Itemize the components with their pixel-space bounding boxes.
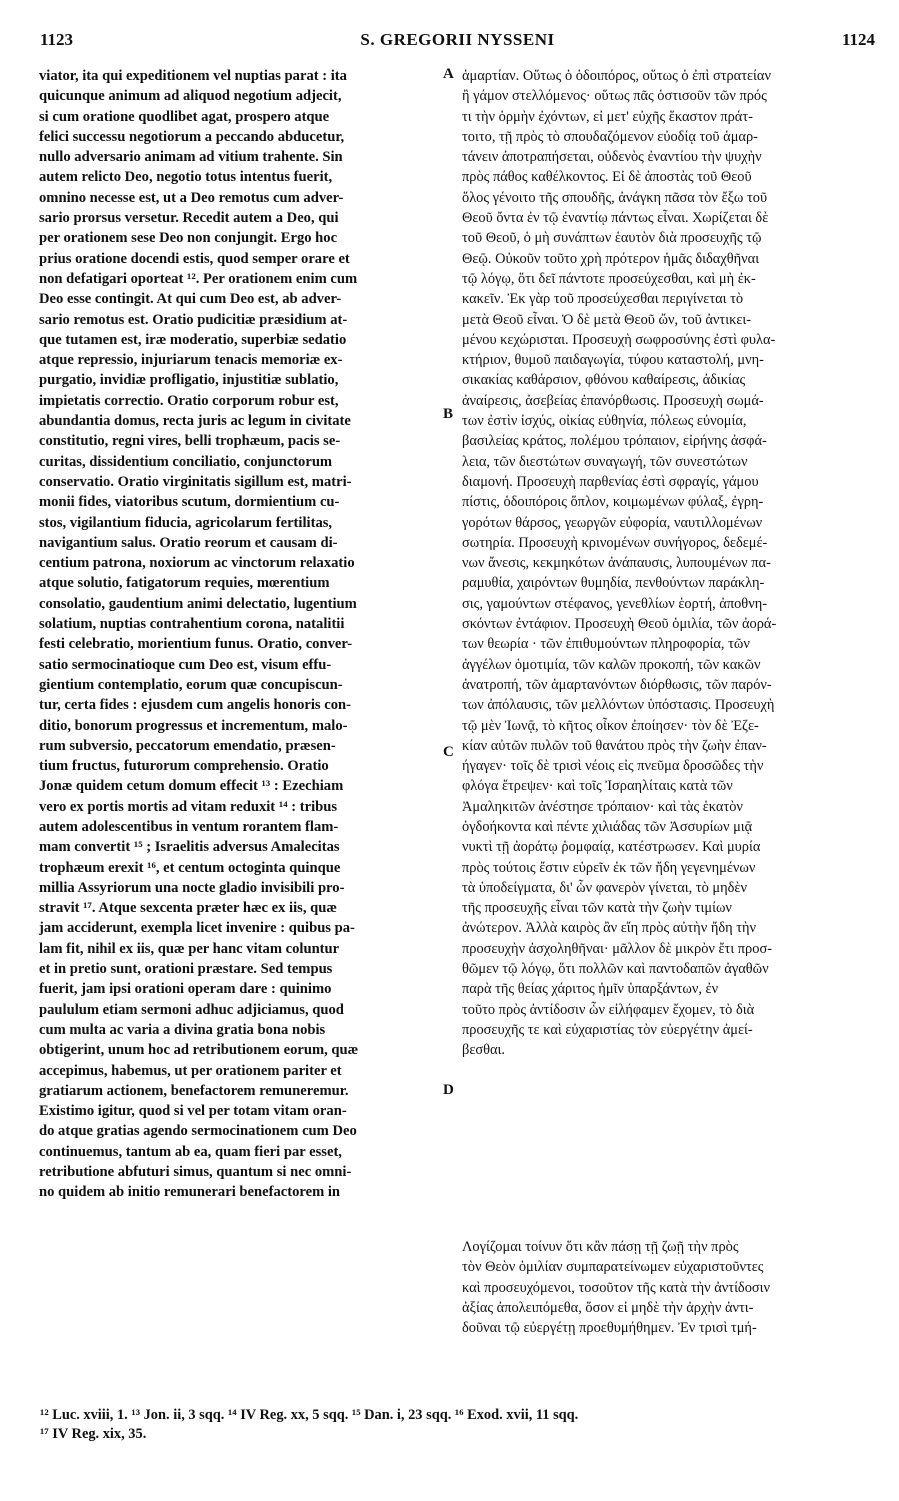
latin-text-line: impietatis correctio. Oratio corporum robur est, <box>39 392 339 409</box>
greek-text-line: ἀνατροπή, τῶν ἁμαρτανόντων διόρθωσις, τῶν παρόν- <box>462 676 772 693</box>
latin-text-line: vero ex portis mortis ad vitam reduxit ¹⁴ : tribus <box>39 798 338 815</box>
latin-text-line: retributione abfuturi simus, quantum si nec omni- <box>39 1164 352 1181</box>
greek-text-line: τοῦτο πρὸς ἀντίδοσιν ὧν εἰλήφαμεν ἔχομεν, τὸ διὰ <box>462 1001 755 1018</box>
latin-text-line: tur, certa fides : ejusdem cum angelis honoris con- <box>39 697 351 714</box>
section-marker-d: D <box>443 1082 454 1098</box>
latin-text-line: sario prorsus versetur. Recedit autem a Deo, qui <box>39 210 339 227</box>
footnotes <box>40 1406 890 1444</box>
greek-text-line: τὸν Θεὸν ὁμιλίαν συμπαρατείνωμεν εὐχαριστοῦντες <box>462 1259 764 1276</box>
greek-text-line: νων ἄνεσις, κεκμηκότων ἀνάπαυσις, λυπουμένων πα- <box>462 555 771 572</box>
latin-text-line: autem adolescentibus in ventum rorantem flam- <box>39 818 339 835</box>
greek-text-line: ἀνώτερον. Ἀλλὰ καιρὸς ἂν εἴη πρὸς αὐτὴν ἤδη τὴν <box>462 920 757 937</box>
greek-column-continuation <box>462 1237 884 1338</box>
latin-text-line: mam convertit ¹⁵ ; Israelitis adversus Amalecitas <box>39 839 340 856</box>
latin-text-line: rum subversio, peccatorum emendatio, præsen- <box>39 737 336 754</box>
greek-text-line: ὅλος γένοιτο τῆς σπουδῆς, ἀνάγκη πᾶσα τὸν ἔξω τοῦ <box>462 189 768 206</box>
latin-text-line: tium fructus, futurorum comprehensio. Oratio <box>39 758 329 775</box>
greek-text-line: ἀξίας ἀπολειπόμεθα, ὅσον εἰ μηδὲ τὴν ἀρχὴν ἀντι- <box>462 1299 754 1316</box>
greek-text-line: βασιλείας κράτος, πολέμου τρόπαιον, εἰρήνης ἀσφά- <box>462 433 767 450</box>
greek-text-line: ήγαγεν· τοῖς δὲ τρισὶ νέοις εἰς πνεῦμα δροσῶδες τὴν <box>462 758 764 775</box>
greek-text-line: σκόντων ἐντάφιον. Προσευχὴ Θεοῦ ὁμιλία, τῶν ἀορά- <box>462 616 777 633</box>
greek-text-line: τῷ λόγῳ, ὅτι δεῖ πάντοτε προσεύχεσθαι, καὶ μὴ ἐκ- <box>462 270 756 287</box>
latin-text-line: millia Assyriorum una nocte gladio invisibili pro- <box>39 879 345 896</box>
latin-text-line: no quidem ab initio remunerari benefactorem in <box>39 1184 341 1201</box>
greek-text-line: μετὰ Θεοῦ εἶναι. Ὁ δὲ μετὰ Θεοῦ ὤν, τοῦ ἀντικει- <box>462 311 752 328</box>
latin-text-line: do atque gratias agendo sermocinationem cum Deo <box>39 1123 357 1140</box>
running-title: S. GREGORII NYSSENI <box>360 30 555 49</box>
latin-text-line: conservatio. Oratio virginitatis sigillum est, matri- <box>39 473 352 490</box>
greek-text-line: θῶμεν τῷ λόγῳ, ὅτι πολλῶν καὶ παντοδαπῶν ἀγαθῶν <box>462 961 769 978</box>
greek-text-line: κτήριον, θυμοῦ παιδαγωγία, τύφου καταστολή, μνη- <box>462 352 764 369</box>
latin-column <box>39 66 439 1203</box>
section-marker-a: A <box>443 66 454 82</box>
greek-text-line: Θεῷ. Οὐκοῦν τοῦτο χρὴ πρότερον ἡμᾶς διδαχθῆναι <box>462 250 760 267</box>
latin-text-line: sario remotus est. Oratio pudicitiæ præsidium at- <box>39 311 348 328</box>
greek-text-line: των θεωρία · τῶν ἐπιθυμούντων πληροφορία, τῶν <box>462 636 750 653</box>
greek-text-line: ραμυθία, χαιρόντων θυμηδία, πενθούντων παράκλη- <box>462 575 765 592</box>
latin-text-line: fuerit, jam ipsi orationi operam dare : quinimo <box>39 981 332 998</box>
greek-text-line: μένου κεχώρισται. Προσευχὴ σωφροσύνης ἐστὶ φυλα- <box>462 331 776 348</box>
greek-text-line: σις, γαμούντων στέφανος, γενεθλίων ἑορτή, ἀποθνη- <box>462 595 768 612</box>
latin-text-line: gientium contemplatio, eorum quæ concupiscun- <box>39 676 343 693</box>
latin-text-line: abundantia domus, recta juris ac legum in civitate <box>39 413 351 430</box>
greek-text-line: τῷ μὲν Ἰωνᾷ, τὸ κῆτος οἶκον ἐποίησεν· τὸν δὲ Ἐζε- <box>462 717 759 734</box>
greek-text-line: βεσθαι. <box>462 1042 506 1059</box>
greek-text-line: πίστις, ὁδοιπόροις ὅπλον, κοιμωμένων φύλαξ, ἐγρη- <box>462 494 764 511</box>
section-marker-b: B <box>443 406 454 422</box>
latin-text-line: non defatigari oporteat ¹². Per orationem enim cum <box>39 270 358 287</box>
latin-text-line: prius oratione docendi estis, quod semper orare et <box>39 250 350 267</box>
latin-text-line: purgatio, invidiæ profligatio, injustitiæ sublatio, <box>39 372 339 389</box>
greek-text-line: καὶ προσευχόμενοι, τοσοῦτον τῆς κατὰ τὴν ἀντίδοσιν <box>462 1279 771 1296</box>
greek-text-line: τοῦ Θεοῦ, ὁ μὴ συνάπτων ἑαυτὸν διὰ προσευχῆς τῷ <box>462 230 762 247</box>
latin-text-line: monii fides, viatoribus scutum, dormientium cu- <box>39 494 340 511</box>
greek-text-line: ὀγδοήκοντα καὶ πέντε χιλιάδας τῶν Ἀσσυρίων μιᾷ <box>462 818 753 835</box>
section-marker-c: C <box>443 744 454 760</box>
greek-text-line: τοιτο, τῇ πρὸς τὸ σπουδαζόμενον εὐοδίᾳ τοῦ ἁμαρ- <box>462 128 758 145</box>
latin-text-line: que tutamen est, iræ moderatio, superbiæ sedatio <box>39 331 347 348</box>
latin-text-line: stos, vigilantium fiducia, agricolarum fertilitas, <box>39 514 333 531</box>
greek-text-line: των ἀπόλαυσις, τῶν μελλόντων ὑπόστασις. Προσευχὴ <box>462 697 775 714</box>
latin-text-line: Existimo igitur, quod si vel per totam vitam oran- <box>39 1103 347 1120</box>
page-header <box>40 30 875 56</box>
latin-text-line: jam acciderunt, exempla licet invenire : quibus pa- <box>39 920 355 937</box>
greek-text-line: πρὸς τούτοις ἔστιν εὑρεῖν ἐκ τῶν ἤδη γεγενημένων <box>462 859 756 876</box>
greek-text-line: ἁμαρτίαν. Οὕτως ὁ ὁδοιπόρος, οὕτως ὁ ἐπὶ στρατείαν <box>462 68 771 84</box>
latin-text-line: festi celebratio, morientium funus. Oratio, conver- <box>39 636 353 653</box>
greek-text-line: ἢ γάμον στελλόμενος· οὕτως πᾶς ὁστισοῦν τῶν πρός <box>462 88 767 105</box>
latin-text-line: cum multa ac varia a divina gratia bona nobis <box>39 1021 326 1038</box>
latin-text-line: omnino necesse est, ut a Deo remotus cum adver- <box>39 189 344 206</box>
latin-text-line: nullo adversario animam ad vitium trahente. Sin <box>39 149 343 166</box>
greek-text-line: διαμονή. Προσευχὴ παρθενίας ἐστὶ σφραγίς, γάμου <box>462 473 759 490</box>
greek-text-line: σικακίας καθάρσιον, φθόνου καθαίρεσις, ἀδικίας <box>462 372 746 389</box>
greek-text-line: δοῦναι τῷ εὐεργέτῃ προεθυμήθημεν. Ἐν τρισὶ τμή- <box>462 1320 757 1337</box>
latin-text-line: obtigerint, unum hoc ad retributionem eorum, quæ <box>39 1042 359 1059</box>
latin-text-line: centium patrona, noxiorum ac vinctorum relaxatio <box>39 555 355 572</box>
latin-text-line: paululum etiam sermoni adhuc adjiciamus, quod <box>39 1001 344 1018</box>
footnote-line: ¹⁷ IV Reg. xix, 35. <box>40 1426 147 1442</box>
greek-text-line: κίαν αὐτῶν πυλῶν τοῦ θανάτου πρὸς τὴν ζωὴν ἐπαν- <box>462 737 767 754</box>
latin-text-line: quicunque animum ad aliquod negotium adjecit, <box>39 88 342 105</box>
latin-text-line: lam fit, nihil ex iis, quæ per hanc vitam coluntur <box>39 940 340 957</box>
latin-text-line: gratiarum actionem, benefactorem remuneremur. <box>39 1082 349 1099</box>
latin-text-line: satio sermocinatioque cum Deo est, visum effu- <box>39 656 332 673</box>
greek-text-line: Λογίζομαι τοίνυν ὅτι κἂν πάσῃ τῇ ζωῇ τὴν πρὸς <box>462 1239 739 1255</box>
latin-text-line: trophæum erexit ¹⁶, et centum octoginta quinque <box>39 859 341 876</box>
greek-text-line: νυκτὶ τῇ ἀοράτῳ ῥομφαίᾳ, κατέστρωσεν. Καὶ μυρία <box>462 839 761 856</box>
greek-text-line: φλόγα ἔτρεψεν· καὶ τοῖς Ἰσραηλίταις κατὰ τῶν <box>462 778 733 795</box>
latin-text-line: per orationem sese Deo non conjungit. Ergo hoc <box>39 230 338 247</box>
greek-text-line: σωτηρία. Προσευχὴ κρινομένων συνήγορος, δεδεμέ- <box>462 534 768 551</box>
greek-text-line: πρὸς πάθος καθέλκοντος. Εἰ δὲ ἀποστὰς τοῦ Θεοῦ <box>462 169 752 186</box>
greek-text-line: γορότων θάρσος, γεωργῶν εὐφορία, ναυτιλλομένων <box>462 514 763 531</box>
footnote-line: ¹² Luc. xviii, 1. ¹³ Jon. ii, 3 sqq. ¹⁴ IV Reg. xx, 5 sqq. ¹⁵ Dan. i, 23 sqq. ¹⁶ Exod. xvii, 11 sqq. <box>40 1407 579 1423</box>
greek-text-line: ἀγγέλων ὁμοτιμία, τῶν καλῶν προκοπή, τῶν κακῶν <box>462 656 761 673</box>
latin-text-line: Deo esse contingit. At qui cum Deo est, ab adver- <box>39 291 342 308</box>
latin-text-line: Jonæ quidem cetum domum effecit ¹³ : Ezechiam <box>39 778 344 795</box>
latin-text-line: accepimus, habemus, ut per orationem pariter et <box>39 1062 342 1079</box>
greek-text-line: προσευχῆς τε καὶ εὐχαριστίας τὸν εὐεργέτην ἀμεί- <box>462 1021 753 1038</box>
latin-text-line: atque solutio, fatigatorum requies, mœrentium <box>39 575 330 592</box>
latin-text-line: et in pretio sunt, orationi præstare. Sed tempus <box>39 961 333 978</box>
page-number-left: 1123 <box>40 30 74 49</box>
greek-text-line: των ἐστὶν ἰσχύς, οἰκίας εὐθηνία, πόλεως εὐνομία, <box>462 413 747 430</box>
greek-text-line: τάνειν ἀποτραπήσεται, οὐδενὸς ἐναντίου τὴν ψυχὴν <box>462 149 762 166</box>
latin-text-line: felici successu negotiorum a peccando abducetur, <box>39 128 345 145</box>
greek-text-line: τι τὴν ὁρμὴν ἐχόντων, εἰ μετ' εὐχῆς ἕκαστον πράτ- <box>462 108 753 125</box>
greek-column <box>462 66 884 1061</box>
latin-text-line: constitutio, regni vires, belli trophæum, pacis se- <box>39 433 341 450</box>
greek-text-line: προσευχὴν ἀσχοληθῆναι· μᾶλλον δὲ μικρὸν ἔτι προσ- <box>462 940 772 957</box>
latin-text-line: continuemus, tantum ab ea, quam fieri par esset, <box>39 1143 342 1160</box>
latin-text-line: atque repressio, injuriarum tenacis memoriæ ex- <box>39 352 343 369</box>
latin-text-line: viator, ita qui expeditionem vel nuptias parat : ita <box>39 68 347 84</box>
greek-text-line: ἀναίρεσις, ἀσεβείας ἐπανόρθωσις. Προσευχὴ σωμά- <box>462 392 764 409</box>
latin-text-line: curitas, dissidentium conciliatio, conjunctorum <box>39 453 333 470</box>
latin-text-line: si cum oratione quodlibet agat, prospero atque <box>39 108 330 125</box>
greek-text-line: παρὰ τῆς θείας χάριτος ἡμῖν ὑπαρξάντων, ἐν <box>462 981 719 998</box>
greek-text-line: Θεοῦ ὄντα ἐν τῷ ἐναντίῳ πάντως εἶναι. Χωρίζεται δὲ <box>462 210 769 227</box>
latin-text-line: navigantium salus. Oratio reorum et causam di- <box>39 534 338 551</box>
latin-text-line: stravit ¹⁷. Atque sexcenta præter hæc ex iis, quæ <box>39 900 337 917</box>
greek-text-line: τὰ ὑποδείγματα, δι' ὧν φανερὸν γίνεται, τὸ μηδὲν <box>462 879 747 896</box>
greek-text-line: τῆς προσευχῆς εἶναι τῶν κατὰ τὴν ζωὴν τιμίων <box>462 900 732 917</box>
greek-text-line: λεια, τῶν διεστώτων συναγωγή, τῶν συνεστώτων <box>462 453 748 470</box>
page-number-right: 1124 <box>841 30 875 49</box>
latin-text-line: consolatio, gaudentium animi delectatio, lugentium <box>39 595 357 612</box>
latin-text-line: autem relicto Deo, negotio totus intentus fuerit, <box>39 169 333 186</box>
greek-text-line: κακεῖν. Ἐκ γὰρ τοῦ προσεύχεσθαι περιγίνεται τὸ <box>462 291 744 308</box>
latin-text-line: ditio, bonorum progressus et incrementum, malo- <box>39 717 348 734</box>
greek-text-line: Ἀμαληκιτῶν ἀνέστησε τρόπαιον· καὶ τὰς ἑκατὸν <box>462 798 743 815</box>
latin-text-line: solatium, nuptias contrahentium corona, natalitii <box>39 616 345 633</box>
